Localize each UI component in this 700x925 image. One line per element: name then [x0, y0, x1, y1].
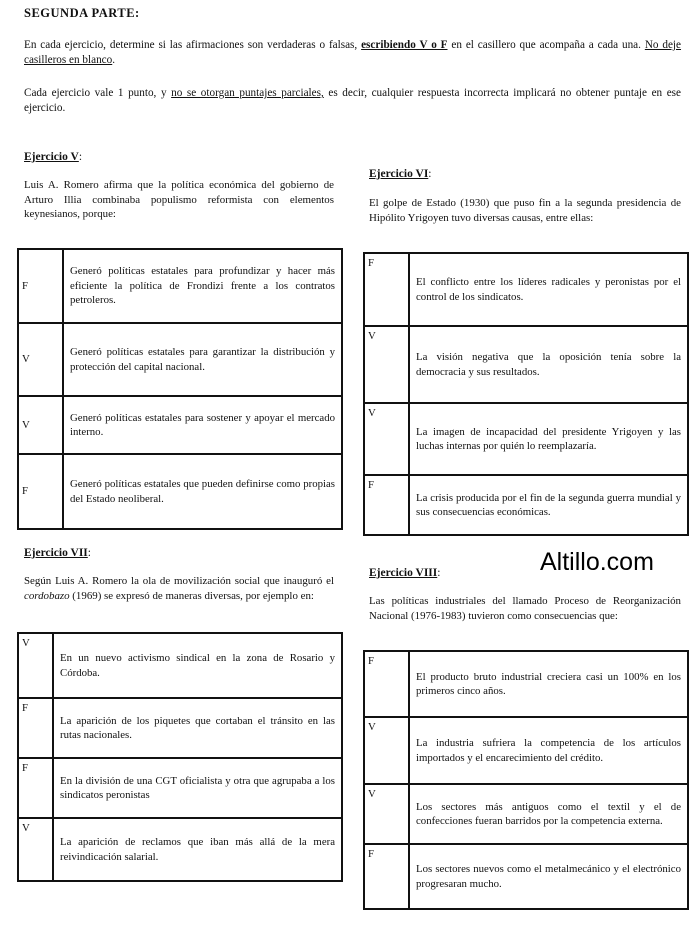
table-row	[364, 475, 688, 535]
statement-cell: El producto bruto industrial creciera casi un 100% en los primeros cinco años.	[409, 651, 688, 717]
answer-cell[interactable]: F	[364, 253, 409, 326]
statement-cell: Los sectores nuevos como el metalmecánico y el electrónico progresaran mucho.	[409, 844, 688, 909]
answer-cell[interactable]: V	[18, 633, 53, 698]
instructions-paragraph-1	[24, 38, 681, 68]
table-row	[364, 651, 688, 717]
intro-text: (1969) se expresó de maneras diversas, por ejemplo en:	[69, 589, 314, 602]
statement-cell: Generó políticas estatales para profundizar y hacer más eficiente la política de Frondizi frente a los contratos petroleros.	[63, 249, 342, 323]
statement-cell: La aparición de los piquetes que cortaban el tránsito en las rutas nacionales.	[53, 698, 342, 758]
instructions-text: en el casillero que acompaña a cada una.	[447, 39, 645, 51]
answer-cell[interactable]: F	[18, 454, 63, 529]
exercise-title-label: Ejercicio V	[24, 151, 79, 163]
table-row	[364, 253, 688, 326]
statement-cell: Generó políticas estatales para garantizar la distribución y protección del capital nacional.	[63, 323, 342, 396]
table-row	[364, 844, 688, 909]
statement-cell: El conflicto entre los líderes radicales y peronistas por el control de los sindicatos.	[409, 253, 688, 326]
instructions-text: En cada ejercicio, determine si las afirmaciones son verdaderas o falsas,	[24, 39, 362, 51]
statement-cell: Generó políticas estatales para sostener y apoyar el mercado interno.	[63, 396, 342, 454]
table-row	[364, 403, 688, 475]
exercise-title-label: Ejercicio VIII	[369, 567, 438, 579]
exercise-title-colon: :	[87, 547, 91, 559]
answer-cell[interactable]: V	[18, 323, 63, 396]
instructions-underlined: no se otorgan puntajes parciales,	[171, 87, 324, 99]
table-row	[18, 396, 342, 454]
instructions-text: es decir, cualquier respuesta incorrecta implicará no obtener puntaje en ese ejercicio.	[24, 87, 682, 114]
exercise-5-intro: Luis A. Romero afirma que la política económica del gobierno de Arturo Illia combinaba populismo reformista con elementos keynesianos, porque:	[24, 179, 334, 220]
table-row	[18, 323, 342, 396]
exercise-title-label: Ejercicio VI	[369, 168, 429, 180]
table-row	[18, 454, 342, 529]
exercise-7-title	[24, 547, 91, 559]
statement-cell: La imagen de incapacidad del presidente Yrigoyen y las luchas internas por quién lo reemplazaría.	[409, 403, 688, 475]
instructions-text: Cada ejercicio vale 1 punto, y	[24, 87, 172, 99]
answer-cell[interactable]: V	[364, 403, 409, 475]
statement-cell: La crisis producida por el fin de la segunda guerra mundial y sus consecuencias económicas.	[409, 475, 688, 535]
exercise-6-intro: El golpe de Estado (1930) que puso fin a la segunda presidencia de Hipólito Yrigoyen tuvo diversas causas, entre ellas:	[369, 197, 681, 224]
table-row	[18, 633, 342, 698]
statement-cell: En un nuevo activismo sindical en la zona de Rosario y Córdoba.	[53, 633, 342, 698]
statement-cell: La industria sufriera la competencia de los artículos importados y el encarecimiento del crédito.	[409, 717, 688, 784]
answer-cell[interactable]: V	[364, 784, 409, 844]
answer-cell[interactable]: V	[18, 818, 53, 881]
statement-cell: La aparición de reclamos que iban más allá de la mera reivindicación salarial.	[53, 818, 342, 881]
exercise-title-label: Ejercicio VII	[24, 547, 88, 559]
answer-cell[interactable]: F	[364, 844, 409, 909]
statement-cell: La visión negativa que la oposición tenía sobre la democracia y sus resultados.	[409, 326, 688, 403]
table-row	[18, 758, 342, 818]
answer-cell[interactable]: F	[18, 249, 63, 323]
statement-cell: Los sectores más antiguos como el textil y el de confecciones fueran barridos por la competencia externa.	[409, 784, 688, 844]
statement-cell: En la división de una CGT oficialista y otra que agrupaba a los sindicatos peronistas	[53, 758, 342, 818]
answer-cell[interactable]: F	[364, 475, 409, 535]
exercise-8-title	[369, 567, 440, 579]
answer-cell[interactable]: V	[364, 717, 409, 784]
statement-cell: Generó políticas estatales que pueden definirse como propias del Estado neoliberal.	[63, 454, 342, 529]
table-row	[364, 784, 688, 844]
instructions-paragraph-2	[24, 86, 681, 116]
table-row	[18, 818, 342, 881]
answer-cell[interactable]: V	[18, 396, 63, 454]
exercise-7-table	[17, 632, 343, 882]
instructions-underlined: No deje casilleros en blanco	[24, 39, 682, 66]
exercise-6-title	[369, 168, 432, 180]
instructions-emphasis: escribiendo V o F	[361, 39, 448, 51]
exercise-5-table	[17, 248, 343, 530]
exercise-5-title	[24, 151, 82, 163]
exercise-title-colon: :	[437, 567, 441, 579]
instructions-text: .	[112, 54, 116, 66]
intro-text: Según Luis A. Romero la ola de movilización social que inauguró el	[24, 575, 334, 587]
table-row	[364, 326, 688, 403]
site-logo: Altillo.com	[540, 548, 654, 576]
exercise-6-table	[363, 252, 689, 536]
answer-cell[interactable]: V	[364, 326, 409, 403]
table-row	[18, 698, 342, 758]
exercise-8-intro: Las políticas industriales del llamado Proceso de Reorganización Nacional (1976-1983) tuvieron como consecuencias que:	[369, 595, 681, 622]
table-row	[18, 249, 342, 323]
exercise-8-table	[363, 650, 689, 910]
exercise-7-intro	[24, 574, 334, 603]
section-title: SEGUNDA PARTE:	[24, 6, 140, 20]
exercise-title-colon: :	[428, 168, 432, 180]
answer-cell[interactable]: F	[18, 758, 53, 818]
exercise-title-colon: :	[78, 151, 83, 163]
table-row	[364, 717, 688, 784]
intro-italic: cordobazo	[24, 589, 70, 602]
answer-cell[interactable]: F	[364, 651, 409, 717]
answer-cell[interactable]: F	[18, 698, 53, 758]
